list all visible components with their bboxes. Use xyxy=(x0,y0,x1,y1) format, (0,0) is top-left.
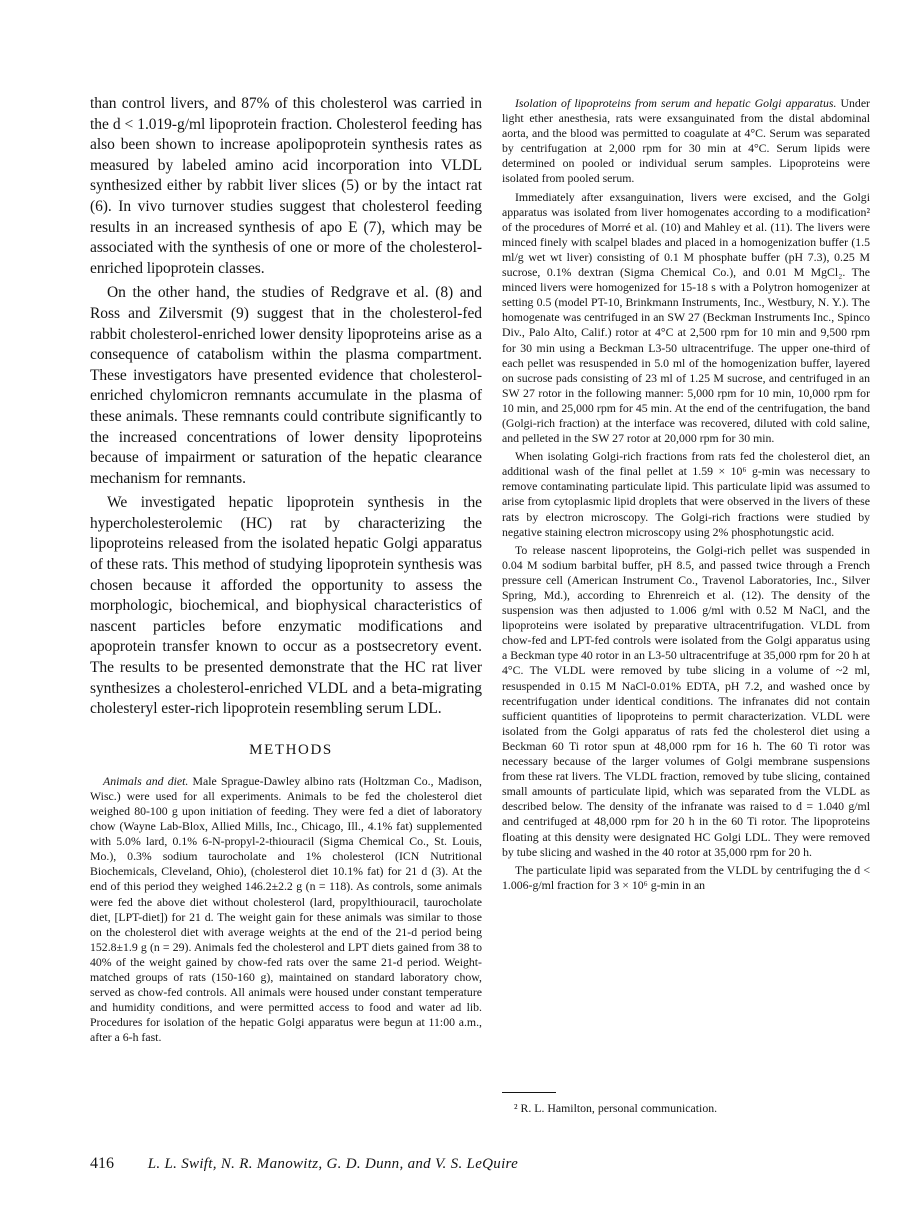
right-column xyxy=(502,96,870,893)
paragraph: We investigated hepatic lipoprotein synthesis in the hypercholesterolemic (HC) rat by characterizing the lipoproteins released from the isolated hepatic Golgi apparatus of these rats. This method of studying lipoprotein synthesis was chosen because it afforded the opportunity to assess the morphologic, biochemical, and biophysical characteristics of nascent particles before enzymatic modifications and apoprotein transfer known to occur as a postsecretory event. The results to be presented demonstrate that the HC rat liver synthesizes a cholesterol-enriched VLDL and a beta-migrating cholesteryl ester-rich lipoprotein resembling serum LDL. xyxy=(90,494,482,718)
paragraph-isolation xyxy=(502,96,870,187)
paragraph: When isolating Golgi-rich fractions from rats fed the cholesterol diet, an additional wash of the final pellet at 1.59 × 10⁶ g-min was necessary to remove contaminating particulate lipid. This particulate lipid was assumed to arise from cytoplasmic lipid droplets that were observed in the livers of these rats by electron microscopy. The Golgi-rich fractions were studied by negative staining electron microscopy using 2% phosphotungstic acid. xyxy=(502,449,870,539)
paragraph: than control livers, and 87% of this cholesterol was carried in the d < 1.019-g/ml lipoprotein fraction. Cholesterol feeding has also been shown to increase apolipoprotein synthesis rates as measured by labeled amino acid incorporation into VLDL synthesized either by rabbit liver slices (5) or by the intact rat (6). In vivo turnover studies suggest that cholesterol feeding results in an increased synthesis of apo E (7), which may be associated with the synthesis of one or more of the cholesterol-enriched lipoprotein classes. xyxy=(90,95,482,277)
footnote: ² R. L. Hamilton, personal communication. xyxy=(514,1101,718,1115)
paragraph-animals-diet xyxy=(90,774,482,1046)
section-heading-methods: METHODS xyxy=(249,741,333,758)
paragraph: The particulate lipid was separated from the VLDL by centrifuging the d < 1.006-g/ml fraction for 3 × 10⁶ g-min in an xyxy=(502,862,870,892)
footnote-rule xyxy=(502,1092,556,1093)
page-number: 416 xyxy=(90,1155,114,1172)
page-footer xyxy=(90,1155,870,1173)
subsection-lead: Animals and diet. xyxy=(103,773,189,788)
paragraph-body: Male Sprague-Dawley albino rats (Holtzman Co., Madison, Wisc.) were used for all experiments. Animals to be fed the cholesterol diet weighed 80-100 g upon initiation of feeding. They were fed a diet of laboratory chow (Wayne Lab-Blox, Allied Mills, Inc., Chicago, Ill., 4.1% fat) supplemented with 5.0% lard, 0.1% 6-N-propyl-2-thiouracil (Sigma Chemical Co., St. Louis, Mo.), 0.3% sodium taurocholate and 1% cholesterol (ICN Nutritional Biochemicals, Cleveland, Ohio), (cholesterol diet 10.1% fat) for 21 d (3). At the end of this period they weighed 146.2±2.2 g (n = 118). As controls, some animals were fed the above diet without cholesterol (lard, propylthiouracil, taurocholate diet, [LPT-diet]) for 21 d. The weight gain for these animals was similar to those on the cholesterol diet with average weights at the end of the 21-d period being 152.8±1.9 g (n = 29). Animals fed the cholesterol and LPT diets gained from 38 to 40% of the weight gained by chow-fed rats over the same 21-d period. Weight-matched groups of rats (150-160 g), maintained on standard laboratory chow, served as chow-fed controls. All animals were housed under constant temperature and humidity conditions, and were permitted access to food and water ad lib. Procedures for isolation of the hepatic Golgi apparatus were begun at 11:00 a.m., after a 6-h fast. xyxy=(90,773,482,1045)
paragraph: To release nascent lipoproteins, the Golgi-rich pellet was suspended in 0.04 M sodium barbital buffer, pH 8.5, and passed twice through a French pressure cell (American Instrument Co., Travenol Laboratories, Inc., Silver Spring, Md.), according to Ehrenreich et al. (12). The density of the suspension was then adjusted to 1.006 g/ml with 0.52 M NaCl, and the lipoproteins were isolated by preparative ultracentrifugation. VLDL from chow-fed and LPT-fed controls were isolated from the Golgi apparatus using a Beckman type 40 rotor in an L3-50 ultracentrifuge at 35,000 rpm for 20 h at 4°C. The VLDL were removed by tube slicing in a volume of ~2 ml, resuspended in 0.15 M NaCl-0.01% EDTA, pH 7.2, and washed once by recentrifugation under identical conditions. The infranates did not contain sufficient quantities of lipoproteins to permit characterization. VLDL were isolated from the Golgi apparatus of rats fed the cholesterol diet using a Beckman 60 Ti rotor spun at 48,000 rpm for 16 h. The 60 Ti rotor was necessary because of the larger volumes of Golgi membrane suspensions from these rat livers. The VLDL fraction, removed by tube slicing, contained small amounts of particulate lipid, which was separated from the VLDL as described below. The density of the infranate was raised to d = 1.040 g/ml and centrifuged at 48,000 rpm for 20 h in the 60 Ti rotor. The lipoproteins floating at this density were designated HC Golgi LDL. They were removed by tube slicing and washed in the 40 rotor at 35,000 rpm for 20 h. xyxy=(502,542,870,859)
paragraph-body: Under light ether anesthesia, rats were exsanguinated from the distal abdominal aorta, and the blood was permitted to coagulate at 4°C. Serum was separated by centrifugation at 2,000 rpm for 30 min at 4°C. Serum lipids were determined on pooled or individual serum samples. Lipoproteins were isolated from pooled serum. xyxy=(502,96,870,186)
running-head-authors: L. L. Swift, N. R. Manowitz, G. D. Dunn, and V. S. LeQuire xyxy=(147,1156,519,1172)
paragraph: On the other hand, the studies of Redgrave et al. (8) and Ross and Zilversmit (9) suggest that in the cholesterol-fed rabbit cholesterol-enriched lower density lipoproteins arise as a consequence of catabolism within the plasma compartment. These investigators have presented evidence that cholesterol-enriched chylomicron remnants accumulate in the plasma of these animals. These remnants could contribute significantly to the increased concentrations of lower density lipoproteins because of impairment or saturation of the hepatic clearance mechanism for remnants. xyxy=(90,284,482,487)
left-column xyxy=(90,94,482,1046)
paragraph: Immediately after exsanguination, livers were excised, and the Golgi apparatus was isolated from liver homogenates according to a modification² of the procedures of Morré et al. (10) and Mahley et al. (11). The livers were minced finely with scalpel blades and placed in a homogenization buffer (1.5 ml/g wet wt liver) consisting of 0.1 M phosphate buffer (pH 7.3), 0.25 M sucrose, 0.1% dextran (Sigma Chemical Co.), and 0.01 M MgCl₂. The minced livers were homogenized for 15-18 s with a Polytron homogenizer at setting 0.5 (model PT-10, Brinkmann Instruments, Inc., Westbury, N. Y.). The homogenate was centrifuged in an SW 27 (Beckman Instruments Inc., Spinco Div., Palo Alto, Calif.) rotor at 4°C at 2,500 rpm for 10 min and 9,500 rpm for 30 min using a Beckman L3-50 ultracentrifuge. The upper one-third of each pellet was resuspended in 5.0 ml of the homogenization buffer, layered on sucrose pads consisting of 23 ml of 1.25 M sucrose, and centrifuged in an SW 27 rotor in the following manner: 5,000 rpm for 10 min, 10,000 rpm for 10 min, and 25,000 rpm for 45 min. At the end of the centrifugation, the band (Golgi-rich fraction) at the interface was recovered, diluted with cold saline, and pelleted in the SW 27 rotor at 20,000 rpm for 30 min. xyxy=(502,189,870,446)
subsection-lead: Isolation of lipoproteins from serum and hepatic Golgi apparatus. xyxy=(515,96,837,110)
